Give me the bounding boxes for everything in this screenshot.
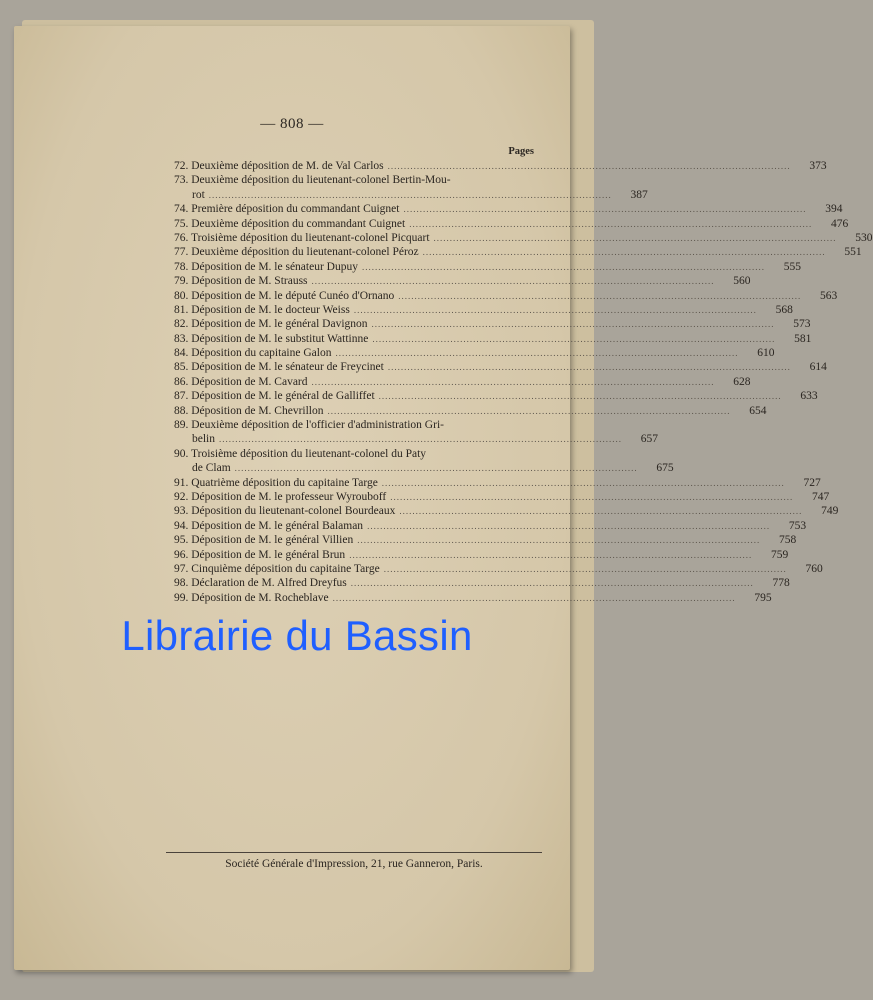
toc-entry (174, 490, 830, 504)
toc-entry-page: 563 (819, 289, 838, 302)
leader-dots (367, 519, 770, 533)
toc-entry-page: 760 (805, 562, 823, 575)
toc-entry-title: 73. Deuxième déposition du lieutenant-colonel Bertin-Mou- (174, 174, 451, 187)
toc-entry (174, 346, 775, 360)
watermark-text: Librairie du Bassin (121, 612, 473, 659)
toc-entry-title: 94. Déposition de M. le général Balaman (174, 519, 364, 532)
toc-entry-page: 530 (855, 231, 873, 244)
toc-entry-page: 654 (749, 404, 767, 417)
toc-entry-page: 373 (809, 160, 827, 172)
toc-entry (174, 173, 540, 187)
toc-entry-title: 87. Déposition de M. le général de Galliffet (174, 390, 375, 403)
toc-entry-page: 387 (630, 188, 648, 201)
toc-entry-title: 84. Déposition du capitaine Galon (174, 347, 332, 360)
toc-entry (174, 159, 827, 173)
toc-entry-title: rot (192, 188, 205, 201)
toc-entry (174, 562, 823, 576)
leader-dots (235, 461, 638, 475)
toc-entry-title: de Clam (192, 462, 231, 475)
leader-dots (357, 533, 760, 547)
leader-dots (349, 548, 752, 562)
leader-dots (372, 332, 775, 346)
toc-entry-page: 758 (778, 534, 797, 547)
leader-dots (384, 562, 787, 576)
toc-entry-page: 614 (809, 361, 827, 374)
toc-entry-page: 551 (844, 246, 862, 259)
leader-dots (372, 317, 775, 331)
toc-entry-title: 98. Déclaration de M. Alfred Dreyfus (174, 577, 347, 590)
toc-entry (174, 504, 839, 518)
toc-entry-page: 394 (825, 203, 843, 216)
toc-entry (174, 375, 751, 389)
toc-entry-title: 93. Déposition du lieutenant-colonel Bourdeaux (174, 505, 396, 518)
leader-dots (312, 274, 715, 288)
toc-entry-page: 749 (821, 505, 839, 518)
toc-entry (174, 389, 818, 403)
toc-entry-page: 795 (754, 591, 772, 604)
leader-dots (379, 389, 782, 403)
toc-entry (174, 476, 821, 490)
toc-entry (174, 217, 849, 231)
pages-column-label: Pages (508, 146, 534, 157)
toc-entry (174, 576, 790, 590)
toc-entry (174, 404, 767, 418)
toc-entry-page: 555 (783, 260, 801, 273)
toc-entry (174, 245, 862, 259)
toc-entry-title: 72. Deuxième déposition de M. de Val Carlos (174, 160, 384, 172)
toc-entry-page: 753 (788, 519, 807, 532)
leader-dots (390, 490, 793, 504)
leader-dots (362, 260, 765, 274)
toc-entry-title: 82. Déposition de M. le général Davignon (174, 318, 368, 331)
toc-entry (174, 519, 807, 533)
toc-entry-title: 91. Quatrième déposition du capitaine Targe (174, 476, 378, 489)
leader-dots (354, 303, 757, 317)
leader-dots (312, 375, 715, 389)
toc-entry-title: 81. Déposition de M. le docteur Weiss (174, 303, 350, 316)
toc-entry-page: 747 (811, 490, 830, 503)
page-number: — 808 — (260, 116, 324, 132)
toc-entry (174, 317, 811, 331)
leader-dots (335, 346, 738, 360)
toc-entry-title: 78. Déposition de M. le sénateur Dupuy (174, 260, 358, 273)
toc-entry-page: 560 (733, 275, 751, 288)
toc-entry (174, 360, 827, 374)
toc-entry-page: 568 (775, 303, 793, 316)
toc-entry-title: 89. Deuxième déposition de l'officier d'administration Gri- (174, 419, 444, 432)
toc-entry (174, 591, 772, 605)
toc-entry (174, 303, 793, 317)
toc-entry-title: 75. Deuxième déposition du commandant Cuignet (174, 217, 406, 230)
leader-dots (351, 576, 754, 590)
toc-entry-title: 83. Déposition de M. le substitut Wattinne (174, 332, 369, 345)
toc-entry-page: 610 (757, 347, 775, 360)
toc-entry-page: 759 (770, 548, 789, 561)
leader-dots (404, 202, 807, 216)
leader-dots (434, 231, 837, 245)
toc-entry (174, 260, 801, 274)
toc-entry-title: 96. Déposition de M. le général Brun (174, 548, 346, 561)
toc-entry-title: 74. Première déposition du commandant Cuignet (174, 203, 400, 216)
toc-entry-page: 727 (803, 476, 821, 489)
toc-entry (174, 274, 751, 288)
leader-dots (328, 404, 731, 418)
leader-dots (382, 476, 785, 490)
toc-entry-title: 95. Déposition de M. le général Villien (174, 534, 354, 547)
toc-entry-page: 573 (793, 318, 811, 331)
toc-entry-title: 92. Déposition de M. le professeur Wyrouboff (174, 490, 387, 503)
toc-entry (174, 432, 658, 446)
toc-entry-page: 778 (772, 577, 790, 590)
toc-entry (174, 231, 873, 245)
toc-entry (174, 533, 797, 547)
toc-entry (174, 289, 838, 303)
leader-dots (399, 504, 802, 518)
toc-entry-title: belin (192, 433, 215, 446)
toc-entry-title: 90. Troisième déposition du lieutenant-colonel du Paty (174, 447, 427, 460)
toc-entry (174, 202, 843, 216)
toc-entry-title: 88. Déposition de M. Chevrillon (174, 404, 324, 417)
toc-entry (174, 548, 789, 562)
toc-entry (174, 461, 674, 475)
toc-entry-page: 657 (640, 433, 658, 446)
table-of-contents (174, 159, 873, 605)
toc-entry-title: 77. Deuxième déposition du lieutenant-colonel Péroz (174, 246, 419, 259)
footer-rule (166, 852, 542, 853)
leader-dots (409, 217, 812, 231)
toc-entry (174, 188, 648, 202)
toc-entry-page: 633 (800, 390, 818, 403)
toc-entry-title: 76. Troisième déposition du lieutenant-colonel Picquart (174, 231, 430, 244)
toc-entry (174, 418, 540, 432)
toc-entry-page: 675 (656, 462, 674, 475)
toc-entry (174, 447, 540, 461)
leader-dots (333, 591, 736, 605)
toc-entry-title: 85. Déposition de M. le sénateur de Freycinet (174, 361, 384, 374)
book-page (14, 26, 873, 970)
toc-entry-title: 86. Déposition de M. Cavard (174, 375, 308, 388)
toc-entry-title: 97. Cinquième déposition du capitaine Targe (174, 562, 380, 575)
printer-imprint: Société Générale d'Impression, 21, rue Ganneron, Paris. (225, 858, 483, 870)
toc-entry-page: 628 (733, 375, 751, 388)
leader-dots (219, 432, 622, 446)
leader-dots (398, 289, 801, 303)
toc-entry-page: 476 (831, 217, 849, 230)
toc-entry-title: 99. Déposition de M. Rocheblave (174, 591, 329, 604)
toc-entry-title: 80. Déposition de M. le député Cunéo d'Ornano (174, 289, 395, 302)
toc-entry-title: 79. Déposition de M. Strauss (174, 275, 308, 288)
leader-dots (388, 159, 791, 173)
toc-entry (174, 332, 812, 346)
toc-entry-page: 581 (794, 332, 812, 345)
leader-dots (209, 188, 612, 202)
leader-dots (388, 360, 791, 374)
leader-dots (423, 245, 826, 259)
